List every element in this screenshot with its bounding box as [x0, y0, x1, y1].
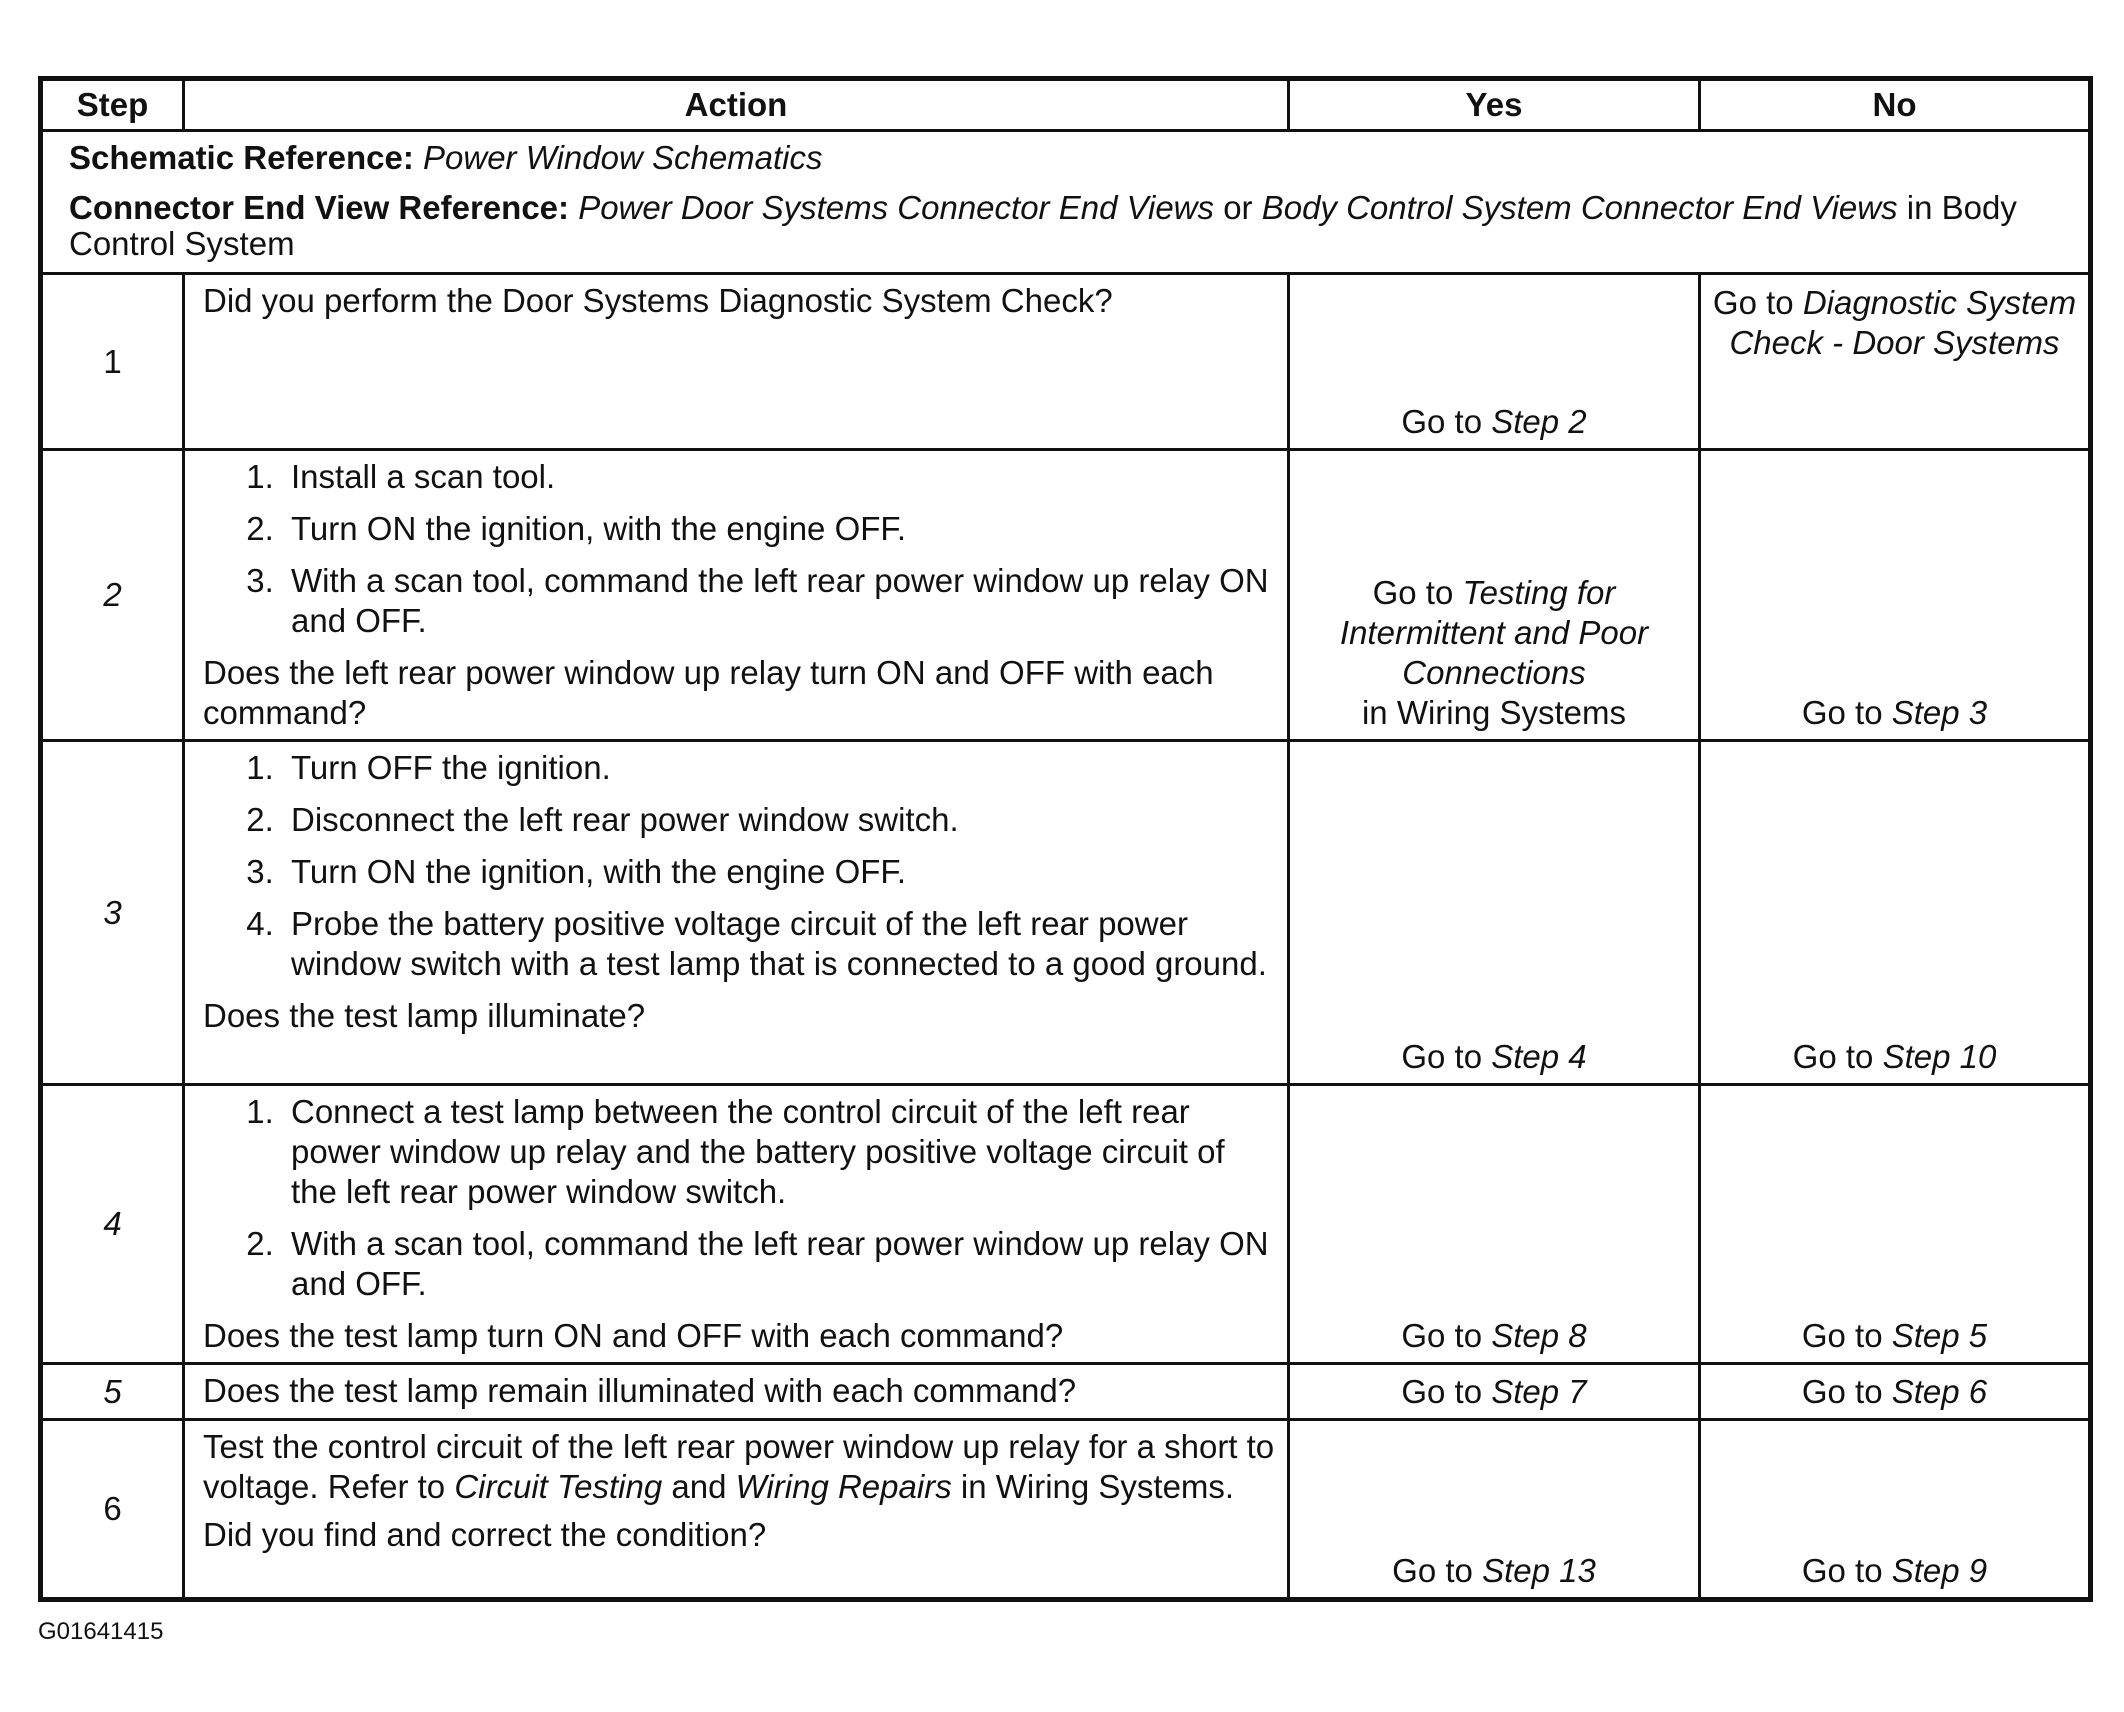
yes-prefix: Go to: [1372, 574, 1454, 611]
action-step-item: 4. Probe the battery positive voltage circuit of the left rear power window switch with a test lamp that is connected to a good ground.: [283, 904, 1277, 984]
action-step-item: 3. Turn ON the ignition, with the engine OFF.: [283, 852, 1277, 892]
header-step: Step: [41, 79, 184, 131]
diagnostic-table-container: [38, 76, 2088, 1602]
no-cell: [1700, 1085, 2091, 1364]
yes-cell: [1289, 1085, 1700, 1364]
connector-reference-suffix: in Body Control System: [69, 189, 2017, 262]
yes-suffix: in Wiring Systems: [1361, 694, 1627, 731]
no-prefix: Go to: [1801, 1317, 1883, 1354]
no-prefix: Go to: [1712, 284, 1794, 321]
yes-cell: [1289, 450, 1700, 741]
schematic-reference-link[interactable]: Power Window Schematics: [423, 139, 823, 176]
header-no: No: [1700, 79, 2091, 131]
wiring-repairs-link[interactable]: Wiring Repairs: [735, 1468, 952, 1505]
step-row-2: [41, 450, 2091, 741]
instruction-text-a: Test the control circuit of the left rear power window up relay for a short to voltage. Refer to: [203, 1428, 1275, 1505]
connector-reference-link-1[interactable]: Power Door Systems Connector End Views: [578, 189, 1215, 226]
no-cell: [1700, 1420, 2091, 1600]
no-link[interactable]: Step 9: [1891, 1552, 1988, 1589]
no-prefix: Go to: [1792, 1038, 1874, 1075]
instruction-text-b: in Wiring Systems.: [960, 1468, 1235, 1505]
yes-cell: [1289, 1420, 1700, 1600]
step-row-5: [41, 1364, 2091, 1420]
no-cell: [1700, 450, 2091, 741]
step-instruction: [203, 1427, 1277, 1507]
yes-prefix: Go to: [1392, 1552, 1473, 1589]
action-cell: [184, 450, 1289, 741]
figure-id: G01641415: [38, 1618, 164, 1645]
step-row-1: [41, 274, 2091, 450]
circuit-testing-link[interactable]: Circuit Testing: [454, 1468, 663, 1505]
no-prefix: Go to: [1801, 1373, 1883, 1410]
header-yes: Yes: [1289, 79, 1700, 131]
schematic-reference-label: Schematic Reference:: [69, 139, 414, 176]
yes-link[interactable]: Testing for Intermittent and Poor Connections: [1339, 574, 1649, 691]
step-number: 4: [41, 1085, 184, 1364]
step-question: Does the test lamp remain illuminated with each command?: [203, 1372, 1077, 1409]
connector-reference-label: Connector End View Reference:: [69, 189, 570, 226]
action-cell: [184, 274, 1289, 450]
connector-reference-or: or: [1223, 189, 1253, 226]
action-cell: [184, 1420, 1289, 1600]
yes-link[interactable]: Step 4: [1491, 1038, 1587, 1075]
step-question: Does the test lamp turn ON and OFF with each command?: [203, 1317, 1064, 1354]
action-step-item: 2. Disconnect the left rear power window switch.: [283, 800, 1277, 840]
action-cell: [184, 1085, 1289, 1364]
step-number: 6: [41, 1420, 184, 1600]
header-row: [41, 79, 2091, 131]
no-prefix: Go to: [1801, 1552, 1883, 1589]
action-step-item: 3. With a scan tool, command the left rear power window up relay ON and OFF.: [283, 561, 1277, 641]
diagnostic-table: [38, 76, 2093, 1602]
step-number: 5: [41, 1364, 184, 1420]
schematic-reference: [69, 140, 2070, 176]
yes-link[interactable]: Step 7: [1491, 1373, 1587, 1410]
step-number: 2: [41, 450, 184, 741]
step-question: Did you find and correct the condition?: [203, 1516, 767, 1553]
action-steps-list: [203, 1092, 1277, 1304]
yes-prefix: Go to: [1401, 1317, 1483, 1354]
yes-link[interactable]: Step 8: [1491, 1317, 1587, 1354]
yes-prefix: Go to: [1401, 403, 1483, 440]
no-link[interactable]: Step 10: [1882, 1038, 1997, 1075]
step-number: 3: [41, 741, 184, 1085]
connector-reference-link-2[interactable]: Body Control System Connector End Views: [1261, 189, 1898, 226]
action-step-item: 2. Turn ON the ignition, with the engine OFF.: [283, 509, 1277, 549]
step-row-6: [41, 1420, 2091, 1600]
step-question: Does the test lamp illuminate?: [203, 997, 646, 1034]
no-link[interactable]: Step 5: [1891, 1317, 1988, 1354]
no-cell: [1700, 274, 2091, 450]
yes-cell: [1289, 741, 1700, 1085]
yes-cell: [1289, 274, 1700, 450]
action-cell: [184, 1364, 1289, 1420]
step-row-4: [41, 1085, 2091, 1364]
step-number: 1: [41, 274, 184, 450]
no-link[interactable]: Step 6: [1891, 1373, 1988, 1410]
references-row: [41, 131, 2091, 274]
no-cell: [1700, 1364, 2091, 1420]
header-action: Action: [184, 79, 1289, 131]
step-row-3: [41, 741, 2091, 1085]
action-step-item: 2. With a scan tool, command the left rear power window up relay ON and OFF.: [283, 1224, 1277, 1304]
yes-cell: [1289, 1364, 1700, 1420]
no-link[interactable]: Step 3: [1891, 694, 1988, 731]
action-steps-list: [203, 748, 1277, 984]
action-step-item: 1. Connect a test lamp between the control circuit of the left rear power window up relay and the battery positive voltage circuit of the left rear power window switch.: [283, 1092, 1277, 1212]
yes-prefix: Go to: [1401, 1038, 1483, 1075]
yes-link[interactable]: Step 2: [1491, 403, 1587, 440]
references-cell: [41, 131, 2091, 274]
no-link[interactable]: Diagnostic System Check - Door Systems: [1729, 284, 2077, 361]
step-question: Did you perform the Door Systems Diagnostic System Check?: [203, 282, 1113, 319]
step-question: Does the left rear power window up relay turn ON and OFF with each command?: [203, 654, 1214, 731]
no-cell: [1700, 741, 2091, 1085]
instruction-and: and: [671, 1468, 727, 1505]
action-step-item: 1. Install a scan tool.: [283, 457, 1277, 497]
action-step-item: 1. Turn OFF the ignition.: [283, 748, 1277, 788]
yes-link[interactable]: Step 13: [1482, 1552, 1596, 1589]
no-prefix: Go to: [1801, 694, 1883, 731]
action-steps-list: [203, 457, 1277, 641]
yes-prefix: Go to: [1401, 1373, 1483, 1410]
action-cell: [184, 741, 1289, 1085]
connector-reference: [69, 190, 2070, 262]
